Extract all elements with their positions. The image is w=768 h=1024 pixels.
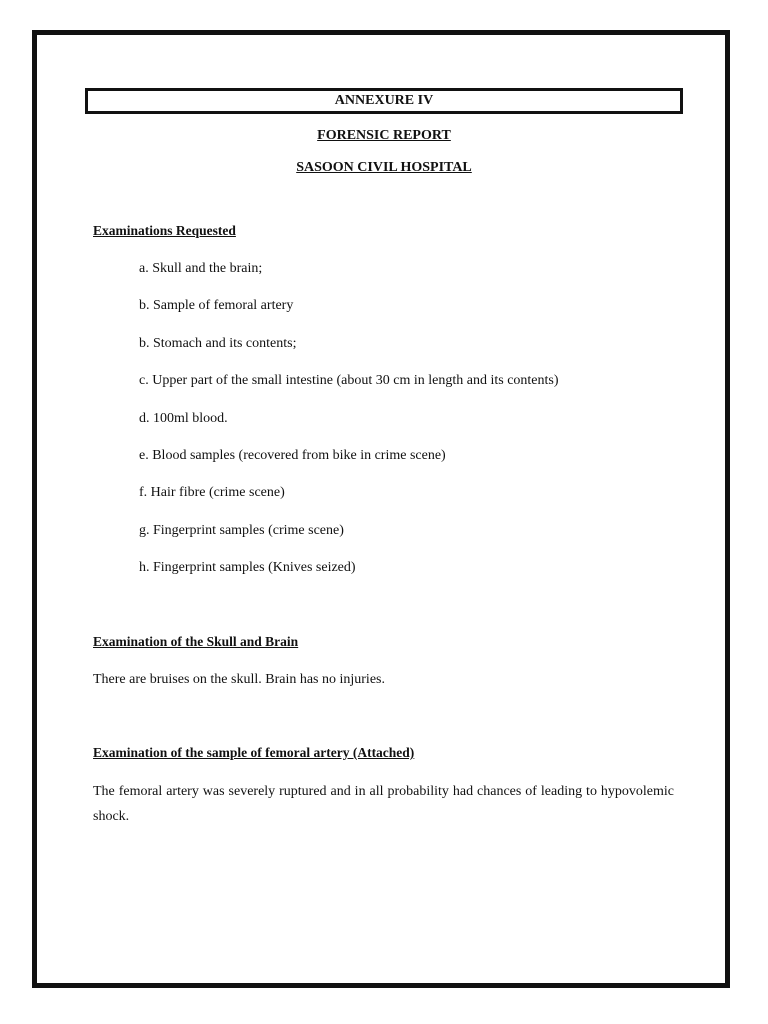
list-item: b. Sample of femoral artery (139, 298, 294, 314)
hospital-name: SASOON CIVIL HOSPITAL (296, 160, 472, 175)
list-item: c. Upper part of the small intestine (about 30 cm in length and its contents) (139, 373, 559, 389)
list-item: e. Blood samples (recovered from bike in crime scene) (139, 447, 446, 463)
femoral-artery-text: The femoral artery was severely ruptured and in all probability had chances of leading to hypovolemic shock. (93, 784, 674, 824)
list-item: h. Fingerprint samples (Knives seized) (139, 560, 356, 576)
report-title: FORENSIC REPORT (317, 128, 451, 143)
list-item: g. Fingerprint samples (crime scene) (139, 522, 344, 538)
annexure-title: ANNEXURE IV (85, 88, 683, 114)
examinations-requested-heading: Examinations Requested (93, 223, 236, 238)
skull-brain-heading: Examination of the Skull and Brain (93, 634, 299, 649)
examinations-list (139, 260, 559, 597)
skull-brain-text: There are bruises on the skull. Brain has no injuries. (93, 672, 385, 687)
femoral-artery-heading: Examination of the sample of femoral artery (Attached) (93, 745, 415, 760)
list-item: a. Skull and the brain; (139, 261, 263, 276)
list-item: d. 100ml blood. (139, 410, 228, 426)
list-item: b. Stomach and its contents; (139, 335, 297, 351)
list-item: f. Hair fibre (crime scene) (139, 485, 285, 501)
